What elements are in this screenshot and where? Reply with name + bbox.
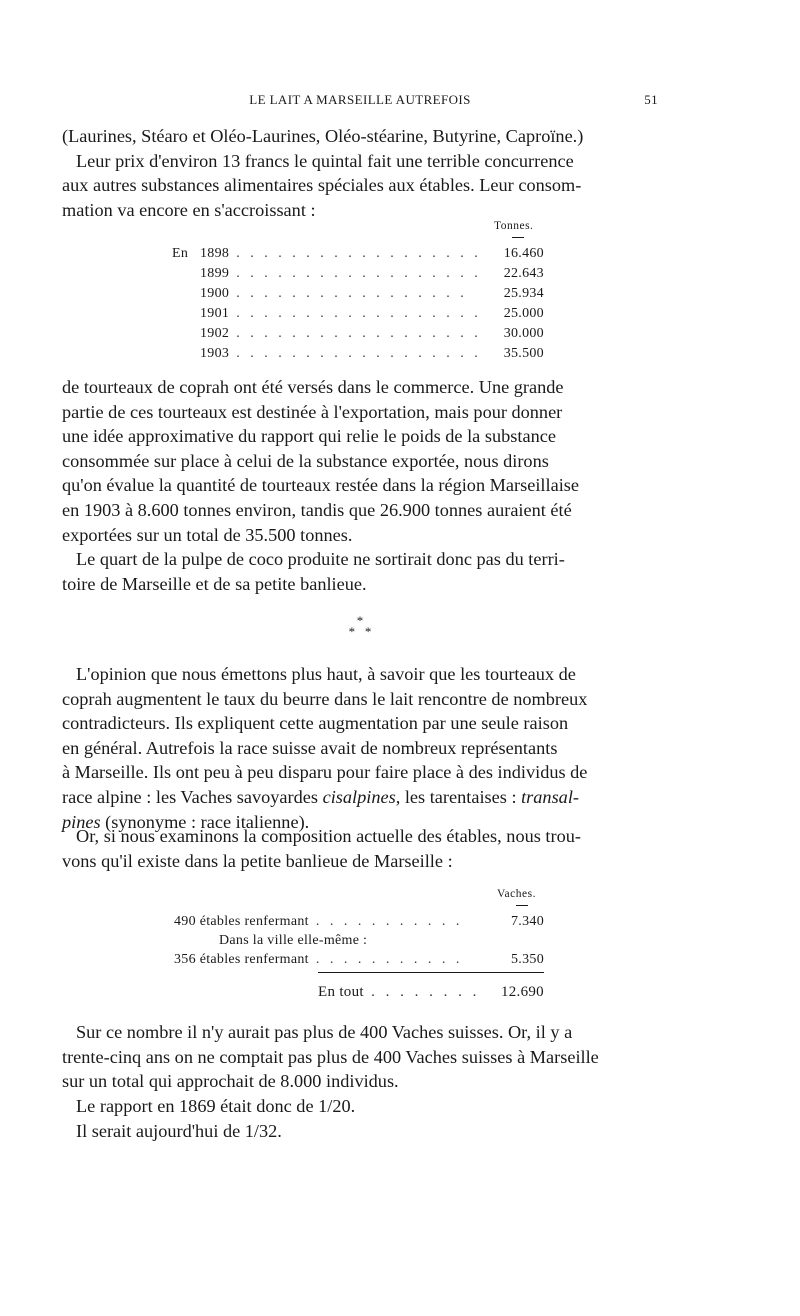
row-year: 1898	[200, 246, 230, 261]
unit-label: Vaches.	[497, 888, 536, 900]
row-year: 1901	[200, 306, 230, 321]
table-row: 1903 . . . . . . . . . . . . . . . . . . 35.500	[200, 346, 544, 361]
row-prefix: En	[172, 246, 189, 261]
paragraph-opinion	[62, 662, 658, 834]
text-line: trente-cinq ans on ne comptait pas plus de 400 Vaches suisses à Marseille	[62, 1046, 599, 1067]
table-row: 356 étables renfermant . . . . . . . . . . . 5.350	[174, 952, 544, 967]
row-value: 16.460	[503, 246, 544, 261]
paragraph-ratio-today	[62, 1119, 658, 1144]
text-line: contradicteurs. Ils expliquent cette augmentation par une seule raison	[62, 713, 569, 734]
row-value: 7.340	[511, 914, 544, 929]
text-line: Or, si nous examinons la composition actuelle des étables, nous trou-	[76, 826, 581, 846]
text-line: partie de ces tourteaux est destinée à l'exportation, mais pour donner	[62, 401, 563, 422]
text-segment: , les tarentaises :	[395, 786, 522, 807]
text-line: en 1903 à 8.600 tonnes environ, tandis que 26.900 tonnes auraient été	[62, 499, 572, 520]
running-title: LE LAIT A MARSEILLE AUTREFOIS	[249, 92, 471, 107]
row-value: 35.500	[503, 346, 544, 361]
text-line: vons qu'il existe dans la petite banlieue de Marseille :	[62, 850, 453, 871]
paragraph-export	[62, 375, 658, 547]
text-line: une idée approximative du rapport qui relie le poids de la substance	[62, 426, 556, 447]
text-line: aux autres substances alimentaires spéciales aux étables. Leur consom-	[62, 175, 582, 196]
unit-rule	[516, 905, 528, 906]
paragraph-ratio-1869	[62, 1094, 658, 1119]
page-number: 51	[644, 92, 658, 107]
unit-label: Tonnes.	[494, 220, 534, 232]
separator-star-bottom: * *	[348, 624, 372, 639]
row-value: 25.934	[503, 286, 544, 301]
total-rule	[318, 972, 544, 973]
row-year: 1902	[200, 326, 230, 341]
table-row: 1900 . . . . . . . . . . . . . . . . . 25.934	[200, 286, 544, 301]
text-segment: (synonyme : race italienne).	[100, 811, 310, 832]
table-row: 1902 . . . . . . . . . . . . . . . . . . 30.000	[200, 326, 544, 341]
row-value: 5.350	[511, 952, 544, 967]
separator-star-top: *	[356, 613, 364, 628]
row-value: 25.000	[503, 306, 544, 321]
text-line: exportées sur un total de 35.500 tonnes.	[62, 524, 353, 545]
text-line: Le rapport en 1869 était donc de 1/20.	[76, 1096, 356, 1116]
text-line: (Laurines, Stéaro et Oléo-Laurines, Oléo-stéarine, Butyrine, Caproïne.)	[62, 126, 584, 146]
unit-rule	[512, 237, 524, 238]
table-row: 1901 . . . . . . . . . . . . . . . . . . 25.000	[200, 306, 544, 321]
text-line: consommée sur place à celui de la substance exportée, nous dirons	[62, 450, 549, 471]
table-subheading	[219, 932, 519, 950]
row-value: 30.000	[503, 326, 544, 341]
text-line: toire de Marseille et de sa petite banlieue.	[62, 573, 367, 594]
text-line: Sur ce nombre il n'y aurait pas plus de 400 Vaches suisses. Or, il y a	[76, 1022, 573, 1042]
text-line: Le quart de la pulpe de coco produite ne sortirait donc pas du terri-	[76, 549, 565, 569]
paragraph-swiss-cows	[62, 1020, 658, 1094]
paragraph-stables	[62, 824, 658, 873]
italic-term: transal-	[521, 786, 579, 807]
italic-term: cisalpines	[322, 786, 396, 807]
table-total-row: En tout . . . . . . . . 12.690	[318, 984, 544, 1000]
total-label: En tout	[318, 984, 364, 1000]
row-year: 1903	[200, 346, 230, 361]
row-label: 490 étables renfermant	[174, 914, 309, 929]
text-line: à Marseille. Ils ont peu à peu disparu pour faire place à des individus de	[62, 762, 588, 783]
row-label: Dans la ville elle-même :	[219, 933, 368, 948]
paragraph-coco-pulp	[62, 547, 658, 596]
paragraph-ingredients	[62, 124, 658, 222]
row-label: 356 étables renfermant	[174, 952, 309, 967]
text-segment: race alpine : les Vaches savoyardes	[62, 786, 323, 807]
total-value: 12.690	[500, 984, 544, 1000]
text-line: sur un total qui approchait de 8.000 individus.	[62, 1071, 399, 1092]
text-line	[62, 785, 658, 810]
text-line: L'opinion que nous émettons plus haut, à savoir que les tourteaux de	[76, 664, 576, 684]
row-value: 22.643	[503, 266, 544, 281]
text-line: de tourteaux de coprah ont été versés dans le commerce. Une grande	[62, 377, 564, 397]
table-row: 1899 . . . . . . . . . . . . . . . . . . 22.643	[200, 266, 544, 281]
text-line: en général. Autrefois la race suisse avait de nombreux représentants	[62, 737, 558, 758]
text-line: Leur prix d'environ 13 francs le quintal fait une terrible concurrence	[76, 150, 574, 171]
text-line: Il serait aujourd'hui de 1/32.	[76, 1121, 282, 1141]
row-year: 1900	[200, 286, 230, 301]
italic-term: pines	[62, 811, 101, 832]
table-row: 490 étables renfermant . . . . . . . . . . . 7.340	[174, 914, 544, 929]
text-line: mation va encore en s'accroissant :	[62, 199, 316, 220]
table-row: En 1898 . . . . . . . . . . . . . . . . . . 16.460	[172, 246, 544, 261]
text-line: qu'on évalue la quantité de tourteaux restée dans la région Marseillaise	[62, 475, 580, 496]
row-year: 1899	[200, 266, 230, 281]
text-line: coprah augmentent le taux du beurre dans le lait rencontre de nombreux	[62, 688, 588, 709]
running-header	[62, 92, 658, 112]
